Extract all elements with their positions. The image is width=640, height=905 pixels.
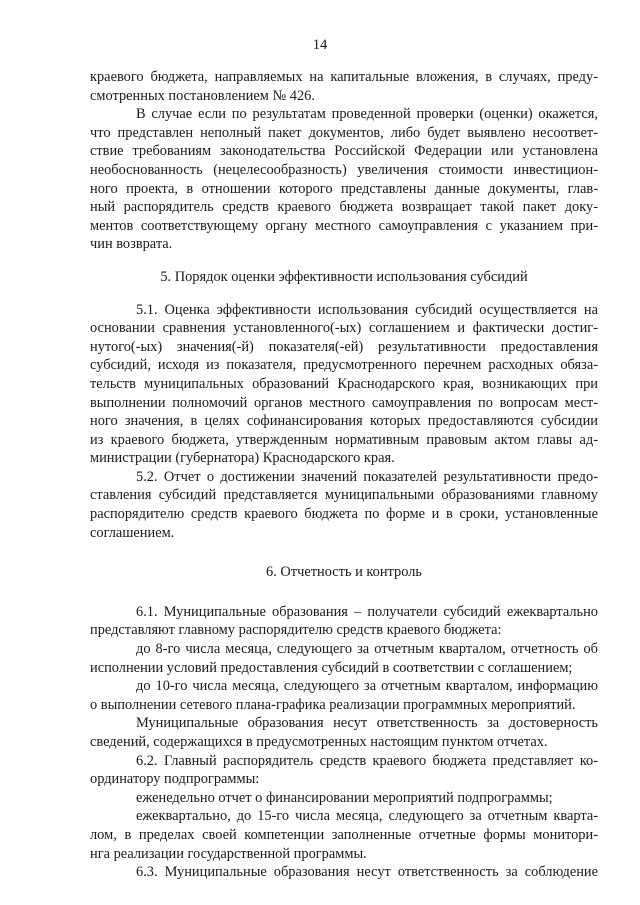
text-line: министрации (губернатора) Краснодарского края. <box>90 450 395 467</box>
paragraph-6-1-a <box>90 640 598 677</box>
text-line: еженедельно отчет о финансировании мероприятий подпрограммы; <box>136 789 553 806</box>
text-line: исполнении условий предоставления субсидий в соответствии с соглашением; <box>90 659 573 676</box>
text-line: до 8-го числа месяца, следующего за отчетным кварталом, отчетность об <box>136 641 598 658</box>
text-line: краевого бюджета, направляемых на капитальные вложения, в случаях, преду- <box>90 69 598 85</box>
paragraph-6-2 <box>90 752 598 789</box>
text-line: ставления субсидий представляется муниципальными образованиями главному <box>90 487 598 504</box>
text-line: смотренных постановлением № 426. <box>90 87 315 104</box>
paragraph-5-2 <box>90 468 598 542</box>
paragraph-6-2-b <box>90 807 598 863</box>
paragraph-6-2-a <box>90 789 598 808</box>
page-number: 14 <box>312 37 328 53</box>
text-line: 6.2. Главный распорядитель средств краевого бюджета представляет ко- <box>136 752 598 769</box>
text-line: 6.3. Муниципальные образования несут ответственность за соблюдение <box>136 864 598 881</box>
text-line: 5.2. Отчет о достижении значений показателей результативности предо- <box>136 468 598 485</box>
text-line: распорядителю средств краевого бюджета по форме и в сроки, установленные <box>90 506 598 523</box>
paragraph-incomplete-package <box>90 105 598 254</box>
text-line: субсидий, исходя из показателя, предусмотренного перечнем расходных обяза- <box>90 357 598 374</box>
text-line: Муниципальные образования несут ответственность за достоверность <box>136 715 598 732</box>
text-line: ежеквартально, до 15-го числа месяца, следующего за отчетным кварта- <box>136 808 598 825</box>
text-line: выполнении полномочий органов местного самоуправления по вопросам мест- <box>90 394 598 411</box>
text-line: чин возврата. <box>90 236 173 253</box>
text-line: ный распорядитель средств краевого бюджета возвращает такой пакет доку- <box>90 199 598 216</box>
paragraph-6-1-b <box>90 677 598 714</box>
text-line: сведений, содержащихся в предусмотренных настоящим пунктом отчетах. <box>90 734 548 750</box>
text-line: из краевого бюджета, утвержденным нормативным правовым актом главы ад- <box>90 431 598 448</box>
text-line: что представлен неполный пакет документов, либо будет выявлено несоответ- <box>90 124 598 141</box>
text-line: тельств муниципальных образований Краснодарского края, возникающих при <box>90 375 598 392</box>
text-line: 5.1. Оценка эффективности использования субсидий осуществляется на <box>136 301 598 318</box>
text-line: ментов соответствующему органу местного самоуправления с указанием при- <box>90 217 598 234</box>
text-line: лом, в пределах своей компетенции заполненные отчетные формы монитори- <box>90 826 598 843</box>
section-heading-6: 6. Отчетность и контроль <box>266 564 422 581</box>
section-heading-5: 5. Порядок оценки эффективности использования субсидий <box>160 268 528 285</box>
paragraph-6-1-c <box>90 714 598 751</box>
text-line: нутого(-ых) значения(-й) показателя(-ей) результативности предоставления <box>90 338 598 355</box>
text-line: представляют главному распорядителю средств краевого бюджета: <box>90 622 502 639</box>
text-line: о выполнении сетевого плана-графика реализации программных мероприятий. <box>90 696 576 713</box>
text-line: необоснованность (нецелесообразность) увеличения стоимости инвестицион- <box>90 161 598 178</box>
paragraph-5-1 <box>90 301 598 468</box>
paragraph-6-3 <box>90 863 598 882</box>
paragraph-capital-investments <box>90 68 598 105</box>
text-line: 6.1. Муниципальные образования – получатели субсидий ежеквартально <box>136 603 598 620</box>
text-line: нга реализации государственной программы. <box>90 845 367 862</box>
text-line: ного проекта, в отношении которого представлены данные документы, глав- <box>90 180 598 197</box>
text-line: основании сравнения установленного(-ых) соглашением и фактически достиг- <box>90 320 598 337</box>
text-line: соглашением. <box>90 524 175 541</box>
text-line: ствие требованиям законодательства Российской Федерации или установлена <box>90 143 598 160</box>
paragraph-6-1 <box>90 603 598 640</box>
text-line: до 10-го числа месяца, следующего за отчетным кварталом, информацию <box>136 678 598 695</box>
text-line: ного значения, в целях софинансирования которых предоставляются субсидии <box>90 413 598 430</box>
text-line: ординатору подпрограммы: <box>90 771 260 788</box>
document-body <box>90 68 598 882</box>
text-line: В случае если по результатам проведенной проверки (оценки) окажется, <box>136 106 598 123</box>
